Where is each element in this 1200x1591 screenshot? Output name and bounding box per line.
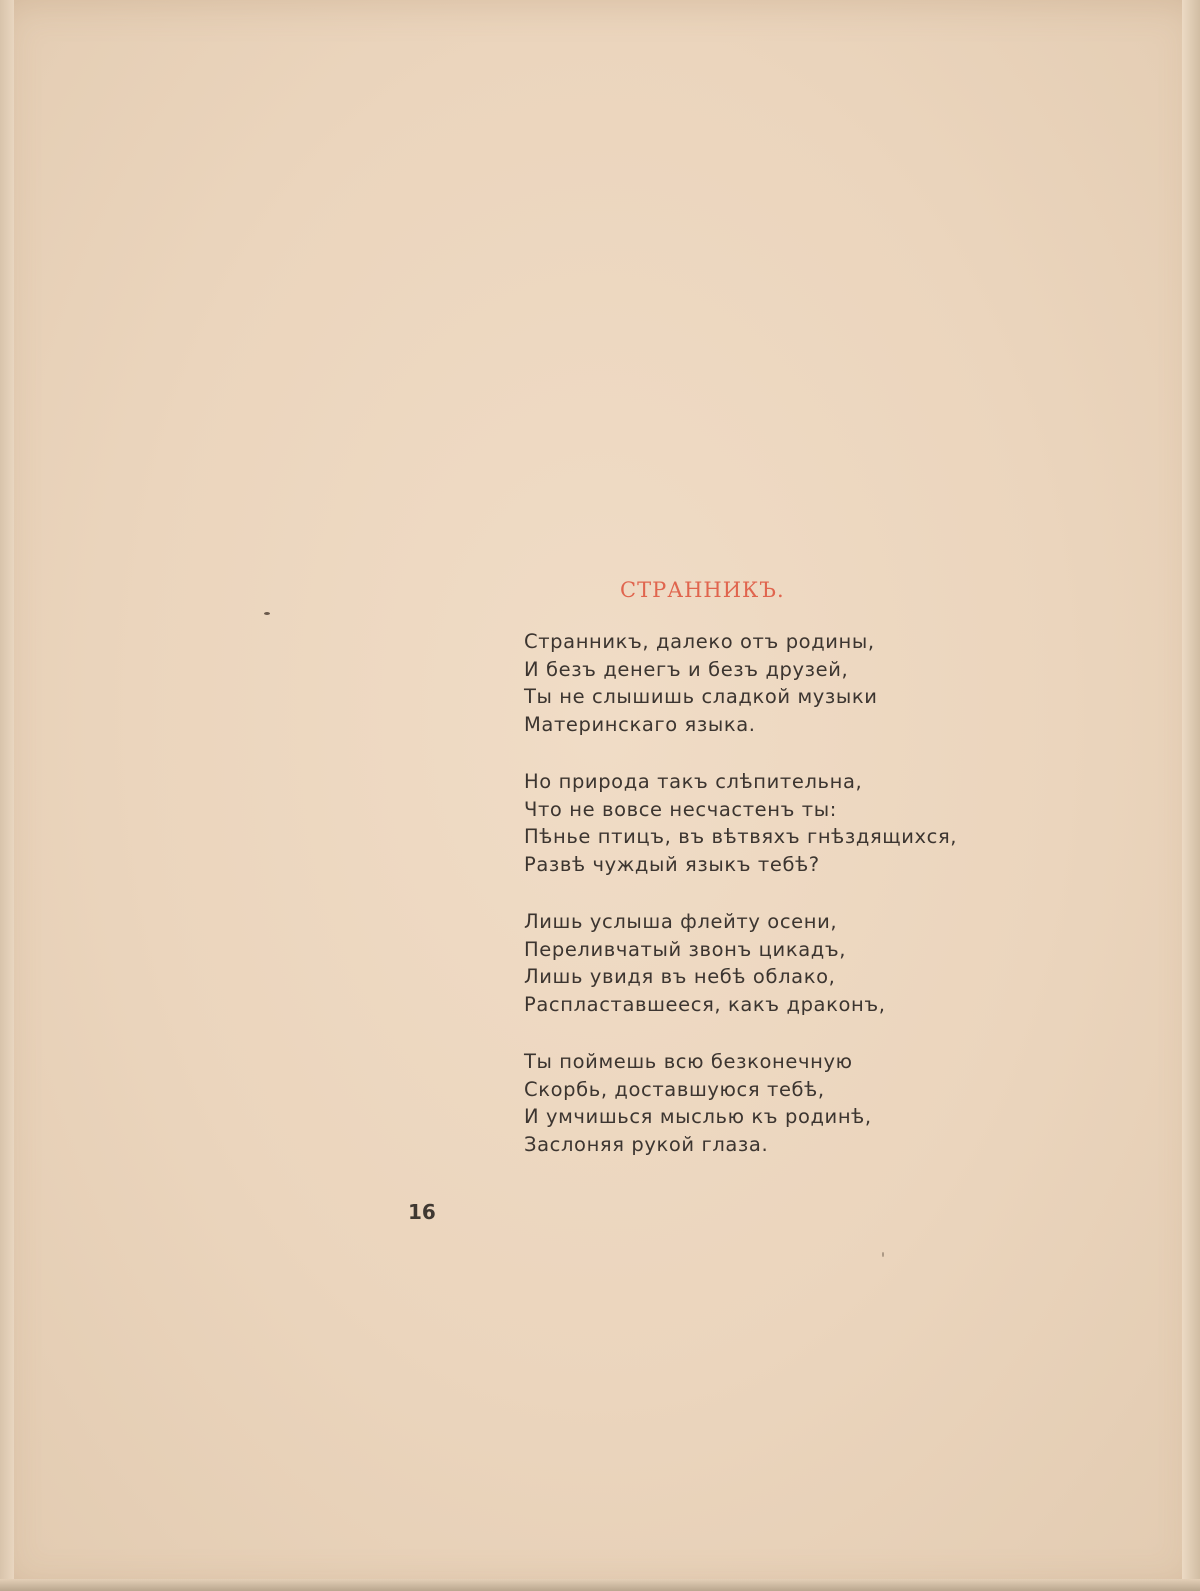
paper-speck	[264, 612, 270, 615]
page-left-edge	[0, 0, 14, 1591]
poem-line: Ты поймешь всю безконечную	[524, 1050, 853, 1073]
poem-line: Странникъ, далеко отъ родины,	[524, 630, 875, 653]
stanza	[524, 1048, 1004, 1158]
poem-line: Но природа такъ слѣпительна,	[524, 770, 863, 793]
stanza	[524, 908, 1004, 1018]
poem-line: Переливчатый звонъ цикадъ,	[524, 937, 847, 961]
poem-line: Пѣнье птицъ, въ вѣтвяхъ гнѣздящихся,	[524, 825, 958, 848]
poem-line: Скорбь, доставшуюся тебѣ,	[524, 1077, 825, 1101]
paper-speck	[882, 1252, 884, 1257]
poem-line: И безъ денегъ и безъ друзей,	[524, 657, 849, 681]
stanza	[524, 768, 1004, 878]
poem-line: Материнскаго языка.	[524, 712, 756, 736]
poem-line: Распластавшееся, какъ драконъ,	[524, 992, 886, 1016]
poem-line: Лишь услыша флейту осени,	[524, 910, 838, 933]
poem-body	[524, 628, 1004, 1188]
poem-line: Заслоняя рукой глаза.	[524, 1132, 769, 1156]
page-bottom-edge	[0, 1579, 1200, 1591]
poem-line: Ты не слышишь сладкой музыки	[524, 685, 878, 708]
poem-line: Лишь увидя въ небѣ облако,	[524, 965, 836, 988]
poem-line: Развѣ чуждый языкъ тебѣ?	[524, 852, 820, 876]
poem-line: Что не вовсе несчастенъ ты:	[524, 797, 837, 821]
page-right-edge	[1182, 0, 1200, 1591]
stanza	[524, 628, 1004, 738]
poem-title: СТРАННИКЪ.	[620, 578, 785, 602]
poem-line: И умчишься мыслью къ родинѣ,	[524, 1105, 872, 1128]
page-number: 16	[408, 1200, 436, 1224]
